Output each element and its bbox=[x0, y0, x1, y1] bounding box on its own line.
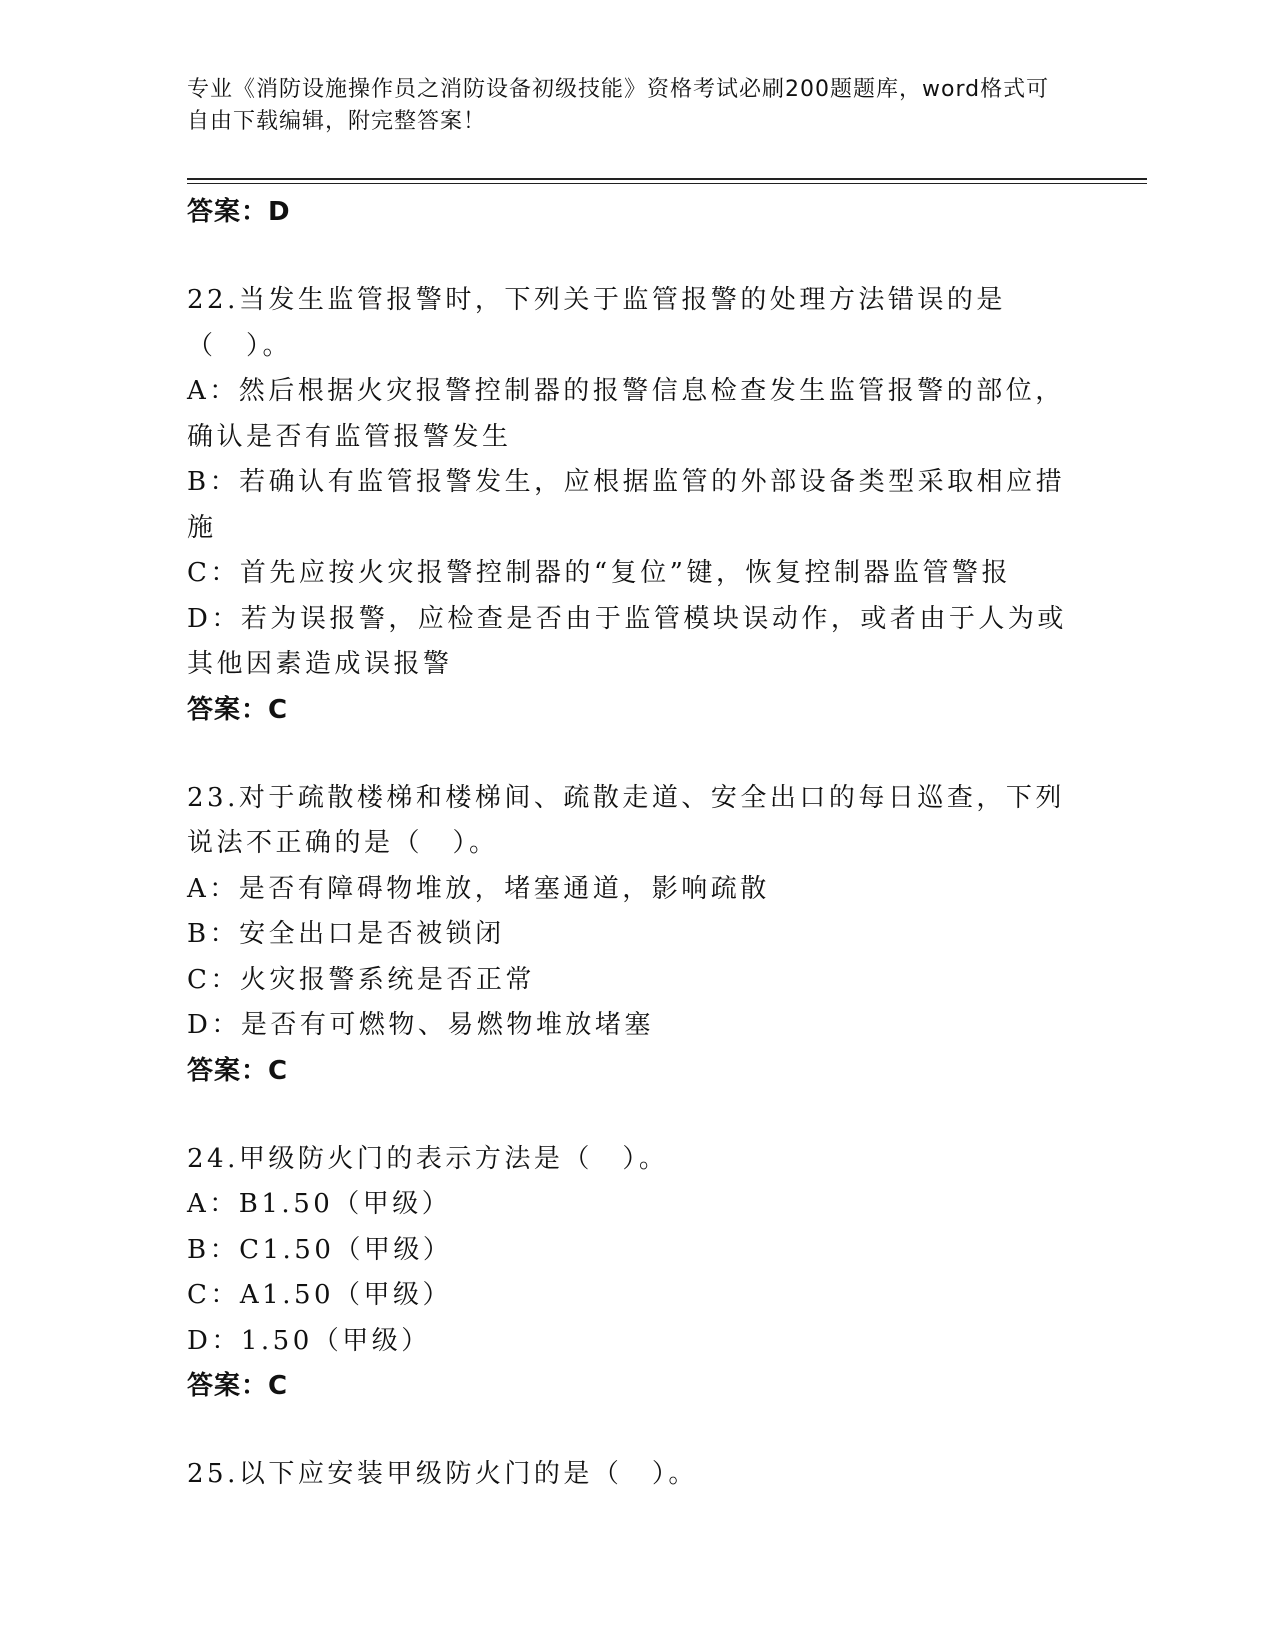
option-c: C：A1.50（甲级） bbox=[187, 1280, 453, 1310]
header-divider-thin bbox=[187, 183, 1147, 184]
header-divider-thick bbox=[187, 178, 1147, 180]
option-a: A：B1.50（甲级） bbox=[187, 1189, 452, 1219]
option-a: A：然后根据火灾报警控制器的报警信息检查发生监管报警的部位，确认是否有监管报警发生 bbox=[187, 376, 1065, 452]
document-header: 专业《消防设施操作员之消防设备初级技能》资格考试必刷200题题库，word格式可自由下载编辑，附完整答案！ bbox=[187, 77, 1050, 134]
answer-label: 答案：C bbox=[187, 694, 289, 725]
question-23 bbox=[187, 776, 1087, 1093]
answer-label: 答案：D bbox=[187, 197, 291, 227]
answer-label: 答案：C bbox=[187, 1055, 289, 1086]
option-d: D：1.50（甲级） bbox=[187, 1325, 431, 1356]
option-b: B：安全出口是否被锁闭 bbox=[187, 919, 505, 949]
option-d: D：是否有可燃物、易燃物堆放堵塞 bbox=[187, 1010, 654, 1040]
question-22 bbox=[187, 278, 1087, 732]
question-text: 22.当发生监管报警时，下列关于监管报警的处理方法错误的是（ ）。 bbox=[187, 285, 1006, 361]
question-24 bbox=[187, 1137, 1087, 1409]
option-b: B：若确认有监管报警发生，应根据监管的外部设备类型采取相应措施 bbox=[187, 467, 1066, 543]
option-a: A：是否有障碍物堆放，堵塞通道，影响疏散 bbox=[187, 873, 770, 904]
answer-label: 答案：C bbox=[187, 1371, 289, 1401]
option-b: B：C1.50（甲级） bbox=[187, 1234, 453, 1265]
question-text: 24.甲级防火门的表示方法是（ ）。 bbox=[187, 1143, 669, 1174]
option-c: C：火灾报警系统是否正常 bbox=[187, 964, 535, 995]
option-d: D：若为误报警，应检查是否由于监管模块误动作，或者由于人为或其他因素造成误报警 bbox=[187, 603, 1067, 679]
option-c: C：首先应按火灾报警控制器的“复位”键，恢复控制器监管警报 bbox=[187, 558, 1011, 588]
question-25 bbox=[187, 1452, 1087, 1498]
question-text: 23.对于疏散楼梯和楼梯间、疏散走道、安全出口的每日巡查，下列说法不正确的是（ ）。 bbox=[187, 782, 1065, 858]
question-text: 25.以下应安装甲级防火门的是（ ）。 bbox=[187, 1459, 698, 1489]
question-list bbox=[187, 190, 1087, 1498]
